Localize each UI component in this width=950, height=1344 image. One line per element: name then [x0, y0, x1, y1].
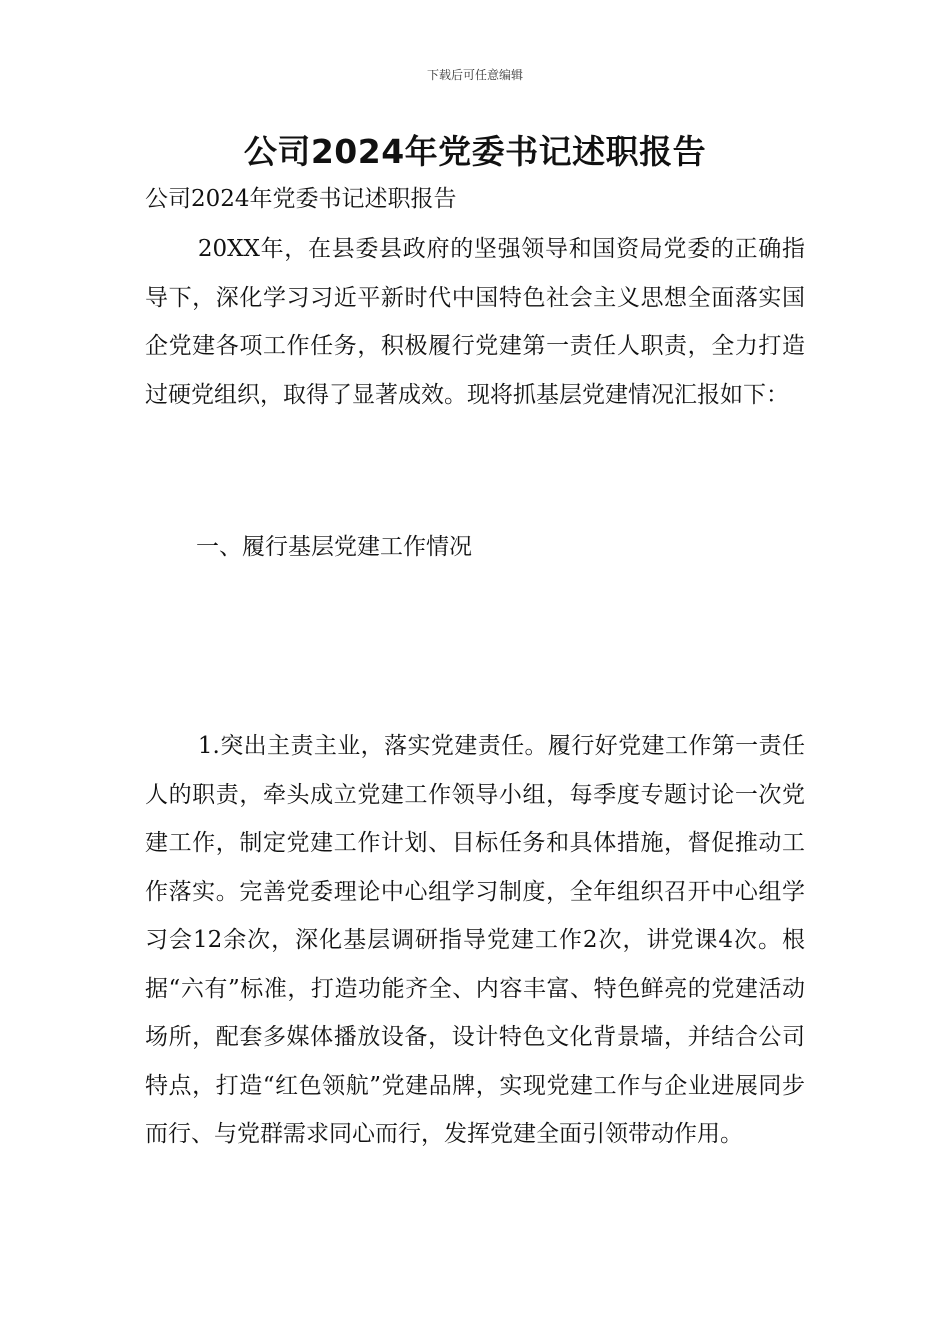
section-heading: 一、履行基层党建工作情况	[196, 534, 472, 560]
document-subtitle: 公司2024年党委书记述职报告	[145, 186, 457, 212]
document-title: 公司2024年党委书记述职报告	[243, 132, 707, 171]
header-note: 下载后可任意编辑	[426, 68, 523, 82]
body-paragraph: 1.突出主责主业，落实党建责任。履行好党建工作第一责任人的职责，牵头成立党建工作领导小组，每季度专题讨论一次党建工作，制定党建工作计划、目标任务和具体措施，督促推动工作落实。完善党委理论中心组学习制度，全年组织召开中心组学习会12余次，深化基层调研指导党建工作2次，讲党课4次。根据“六有”标准，打造功能齐全、内容丰富、特色鲜亮的党建活动场所，配套多媒体播放设备，设计特色文化背景墙，并结合公司特点，打造“红色领航”党建品牌，实现党建工作与企业进展同步而行、与党群需求同心而行，发挥党建全面引领带动作用。	[145, 733, 805, 1147]
intro-paragraph: 20XX年，在县委县政府的坚强领导和国资局党委的正确指导下，深化学习习近平新时代中国特色社会主义思想全面落实国企党建各项工作任务，积极履行党建第一责任人职责，全力打造过硬党组织，取得了显著成效。现将抓基层党建情况汇报如下：	[145, 236, 805, 408]
